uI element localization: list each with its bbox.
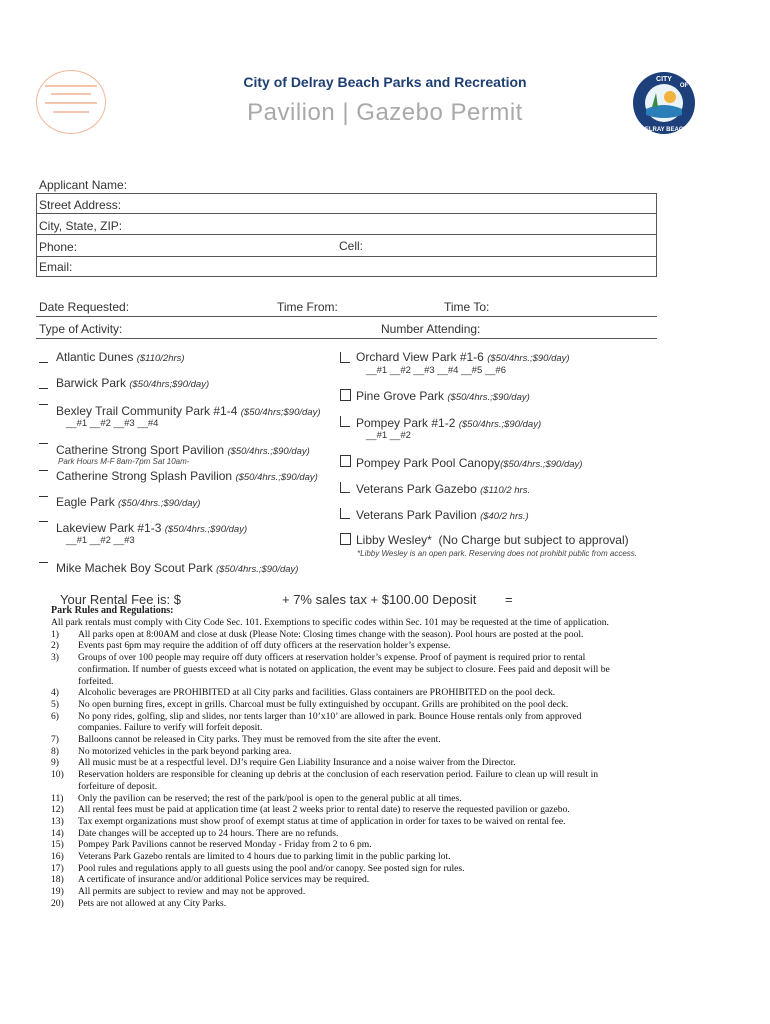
orchard-view-units: __#1 __#2 __#3 __#4 __#5 __#6 — [366, 365, 506, 376]
rules-section — [51, 617, 626, 910]
option-barwick-park: Barwick Park ($50/4hrs;$90/day) — [56, 376, 210, 390]
org-title: City of Delray Beach Parks and Recreation — [243, 74, 527, 90]
option-orchard-view: Orchard View Park #1-6 ($50/4hrs.;$90/day) — [356, 350, 570, 364]
option-veterans-pavilion: Veterans Park Pavilion ($40/2 hrs.) — [356, 508, 529, 522]
city-seal — [632, 71, 696, 135]
permit-title: Pavilion | Gazebo Permit — [247, 99, 523, 126]
rules-heading: Park Rules and Regulations: — [51, 605, 174, 616]
option-veterans-gazebo: Veterans Park Gazebo ($110/2 hrs. — [356, 482, 531, 496]
option-lakeview-park: Lakeview Park #1-3 ($50/4hrs.;$90/day) — [56, 521, 248, 535]
checkbox-catherine-strong-sport[interactable] — [39, 443, 48, 454]
option-catherine-strong-splash: Catherine Strong Splash Pavilion ($50/4hrs.;$90/day) — [56, 469, 318, 483]
bexley-trail-units: __#1 __#2 __#3 __#4 — [66, 418, 159, 429]
activity-type-label: Type of Activity: — [39, 322, 123, 336]
checkbox-pine-grove[interactable] — [340, 389, 351, 401]
checkbox-orchard-view[interactable] — [340, 352, 350, 363]
rule-item: 4) Alcoholic beverages are PROHIBITED at all City parks and facilities. Glass containers are PROHIBITED on the pool deck. — [51, 687, 556, 699]
rule-item: 10) Reservation holders are responsible for cleaning up debris at the conclusion of each reservation period. Failure to clean up will result in forfeiture of deposit. — [51, 769, 599, 792]
time-to-label: Time To: — [444, 300, 490, 314]
option-bexley-trail: Bexley Trail Community Park #1-4 ($50/4hrs;$90/day) — [56, 404, 321, 418]
checkbox-pompey-park[interactable] — [340, 416, 350, 427]
checkbox-lakeview-park[interactable] — [39, 521, 48, 532]
city-state-zip-label: City, State, ZIP: — [39, 219, 123, 233]
rule-item: 3) Groups of over 100 people may require off duty officers at reservation holder’s expense. Proof of payment is required prior to rental confirmation. If number of guests exceed what is notated on application, the event may be subject to closure. Fees paid and deposit will be forfeited. — [51, 652, 610, 687]
option-pompey-park: Pompey Park #1-2 ($50/4hrs.;$90/day) — [356, 416, 542, 430]
sales-tax-deposit-text: + 7% sales tax + $100.00 Deposit — [282, 592, 477, 607]
rule-item: 8) No motorized vehicles in the park beyond parking area. — [51, 745, 292, 757]
option-eagle-park: Eagle Park ($50/4hrs.;$90/day) — [56, 495, 201, 509]
phone-label: Phone: — [39, 240, 78, 254]
seal-of-text: OF — [679, 83, 689, 89]
rule-item: 19) All permits are subject to review and may not be approved. — [51, 886, 306, 898]
checkbox-eagle-park[interactable] — [39, 496, 48, 507]
time-from-label: Time From: — [277, 300, 338, 314]
rules-intro: All park rentals must comply with City Code Sec. 101. Exemptions to specific codes within Sec. 101 may be requested at the time of application. — [51, 617, 609, 628]
date-requested-label: Date Requested: — [39, 300, 130, 314]
option-mike-machek: Mike Machek Boy Scout Park ($50/4hrs.;$90/day) — [56, 561, 299, 575]
rule-item: 18) A certificate of insurance and/or additional Police services may be required. — [51, 874, 370, 886]
street-address-label: Street Address: — [39, 198, 122, 212]
lakeview-park-units: __#1 __#2 __#3 — [66, 535, 135, 546]
rule-item: 17) Pool rules and regulations apply to all guests using the pool and/or canopy. See posted sign for rules. — [51, 862, 465, 874]
libby-wesley-note: *Libby Wesley is an open park. Reserving does not prohibit public from access. — [357, 549, 637, 558]
catherine-strong-hours-note: Park Hours M-F 8am-7pm Sat 10am- — [58, 457, 190, 466]
rule-item: 16) Veterans Park Gazebo rentals are limited to 4 hours due to parking limit in the public parking lot. — [51, 851, 451, 863]
rule-item: 15) Pompey Park Pavilions cannot be reserved Monday - Friday from 2 to 6 pm. — [51, 839, 372, 851]
applicant-name-label: Applicant Name: — [39, 178, 128, 192]
option-catherine-strong-sport: Catherine Strong Sport Pavilion ($50/4hrs.;$90/day) — [56, 443, 310, 457]
rule-item: 13) Tax exempt organizations must show proof of exempt status at time of application in order for taxes to be waived on rental fee. — [51, 815, 566, 827]
checkbox-pompey-pool-canopy[interactable] — [340, 455, 351, 467]
rule-item: 11) Only the pavilion can be reserved; the rest of the park/pool is open to the general public at all times. — [51, 792, 462, 804]
email-label: Email: — [39, 260, 73, 274]
rule-item: 6) No pony rides, golfing, slip and slides, nor tents larger than 10’x10’ are allowed in park. Bounce House rentals only from approved companies. Failure to verify will forfeit deposit. — [51, 710, 582, 734]
seal-bottom-text: DELRAY BEACH — [640, 127, 688, 133]
rule-item: 5) No open burning fires, except in grills. Charcoal must be fully extinguished by occupant. Grills are prohibited on the pool deck. — [51, 698, 569, 710]
number-attending-label: Number Attending: — [381, 322, 481, 336]
rule-item: 9) All music must be at a respectful level. DJ’s require Gen Liability Insurance and a noise waiver from the Director. — [51, 757, 516, 769]
checkbox-veterans-gazebo[interactable] — [340, 482, 350, 493]
checkbox-atlantic-dunes[interactable] — [39, 352, 48, 363]
checkbox-mike-machek[interactable] — [39, 562, 48, 573]
option-pine-grove: Pine Grove Park ($50/4hrs.;$90/day) — [356, 389, 530, 403]
fee-equals: = — [505, 592, 513, 607]
rental-fee-label: Your Rental Fee is: $ — [60, 592, 181, 607]
rule-item: 2) Events past 6pm may require the addition of off duty officers at the reservation holder’s expense. — [51, 640, 451, 652]
cell-label: Cell: — [339, 239, 364, 253]
option-pompey-pool-canopy: Pompey Park Pool Canopy($50/4hrs.;$90/day) — [356, 456, 583, 470]
pompey-park-units: __#1 __#2 — [366, 430, 411, 441]
rule-item: 20) Pets are not allowed at any City Parks. — [51, 897, 227, 909]
rule-item: 14) Date changes will be accepted up to 24 hours. There are no refunds. — [51, 827, 339, 839]
checkbox-bexley-trail[interactable] — [39, 404, 48, 415]
checkbox-libby-wesley[interactable] — [340, 533, 351, 545]
seal-top-text: CITY — [656, 76, 672, 83]
checkbox-veterans-pavilion[interactable] — [340, 508, 350, 519]
rule-item: 12) All rental fees must be paid at application time (at least 2 weeks prior to rental date) to reserve the requested pavilion or gazebo. — [51, 804, 570, 816]
option-libby-wesley: Libby Wesley* (No Charge but subject to approval) — [356, 533, 629, 547]
checkbox-barwick-park[interactable] — [39, 378, 48, 389]
option-atlantic-dunes: Atlantic Dunes ($110/2hrs) — [56, 350, 185, 364]
rule-item: 7) Balloons cannot be released in City parks. They must be removed from the site after the event. — [51, 734, 441, 746]
checkbox-catherine-strong-splash[interactable] — [39, 470, 48, 481]
rule-item: 1) All parks open at 8:00AM and close at dusk (Please Note: Closing times change with the season). Pool hours are posted at the pool. — [51, 628, 584, 640]
